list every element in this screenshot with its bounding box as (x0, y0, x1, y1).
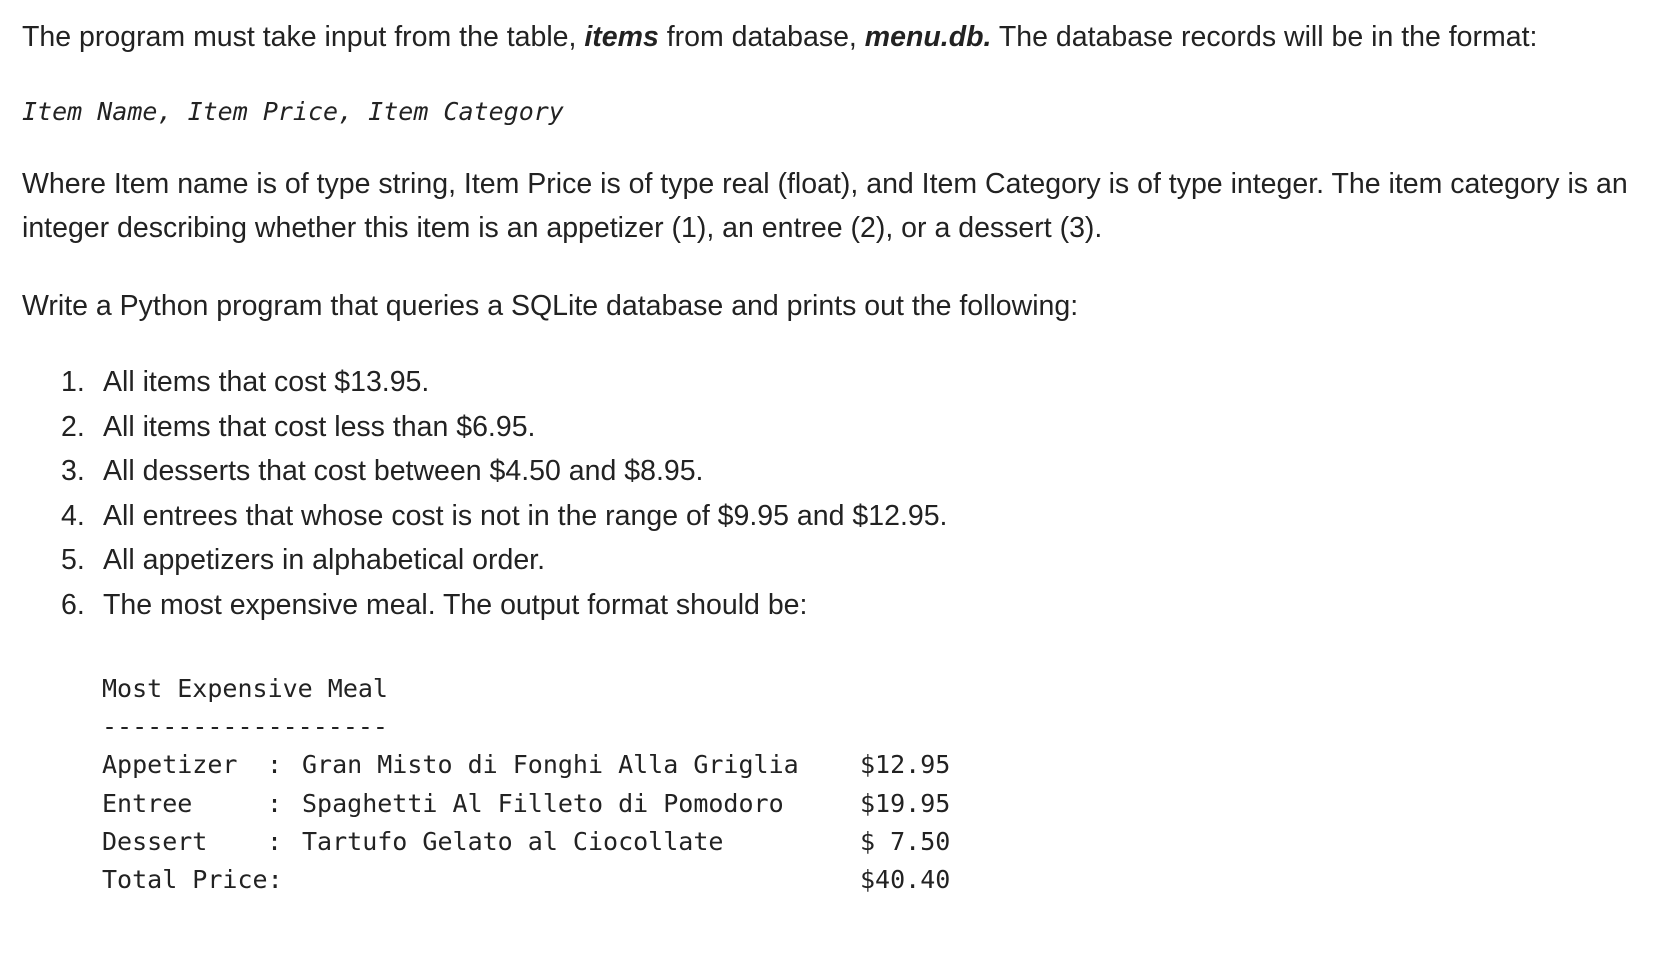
intro-text-middle: from database, (658, 21, 865, 53)
intro-paragraph (22, 15, 1537, 59)
output-separator: ------------------- (102, 712, 388, 742)
output-item-name: Spaghetti Al Filleto di Pomodoro (302, 788, 784, 818)
description-paragraph: Where Item name is of type string, Item Price is of type real (float), and Item Category is of type integer. The item category is an integer describing whether this item is an appetizer (1), an entree (2), or a dessert (3). (22, 168, 1628, 244)
output-price: $19.95 (860, 788, 951, 818)
output-row-total (102, 861, 950, 899)
output-price: $12.95 (860, 750, 951, 780)
list-item (0, 449, 947, 494)
list-item (0, 583, 947, 628)
list-item-text: All entrees that whose cost is not in the range of $9.95 and $12.95. (103, 499, 948, 532)
output-label: Dessert (102, 826, 208, 856)
list-item-number: 2. (61, 410, 85, 443)
list-item-number: 4. (61, 499, 85, 532)
list-item-text: All items that cost $13.95. (103, 366, 430, 398)
output-colon: : (267, 788, 283, 818)
output-label: Appetizer (102, 750, 238, 780)
list-item (0, 494, 947, 539)
database-name: menu.db. (864, 21, 992, 53)
list-item-number: 1. (61, 366, 85, 398)
list-item-text: The most expensive meal. The output format should be: (103, 588, 808, 621)
list-item (0, 405, 947, 450)
task-list (0, 360, 947, 627)
list-item-text: All desserts that cost between $4.50 and $8.95. (103, 455, 704, 487)
sample-output-block (102, 670, 950, 899)
output-colon: : (267, 826, 283, 856)
output-total-value: $40.40 (860, 864, 951, 894)
list-item-text: All appetizers in alphabetical order. (103, 544, 546, 576)
list-item-number: 6. (61, 588, 85, 621)
output-label: Entree (102, 788, 193, 818)
list-item-number: 5. (61, 544, 85, 576)
output-total-label: Total Price: (102, 864, 283, 894)
intro-text-end: The database records will be in the format: (991, 21, 1538, 53)
output-heading: Most Expensive Meal (102, 674, 388, 703)
output-price: $ 7.50 (860, 826, 951, 856)
list-item (0, 538, 947, 583)
output-colon: : (267, 750, 283, 780)
task-intro-paragraph: Write a Python program that queries a SQLite database and prints out the following: (22, 290, 1079, 322)
list-item (0, 360, 947, 405)
list-item-number: 3. (61, 455, 85, 487)
output-row-dessert (102, 823, 950, 861)
list-item-text: All items that cost less than $6.95. (103, 410, 536, 443)
output-row-entree (102, 785, 950, 823)
intro-text-start: The program must take input from the table, (22, 21, 585, 53)
table-name: items (584, 21, 659, 53)
output-item-name: Gran Misto di Fonghi Alla Griglia (302, 750, 799, 780)
output-item-name: Tartufo Gelato al Ciocollate (302, 826, 724, 856)
output-row-appetizer (102, 746, 950, 784)
record-format: Item Name, Item Price, Item Category (22, 97, 564, 126)
